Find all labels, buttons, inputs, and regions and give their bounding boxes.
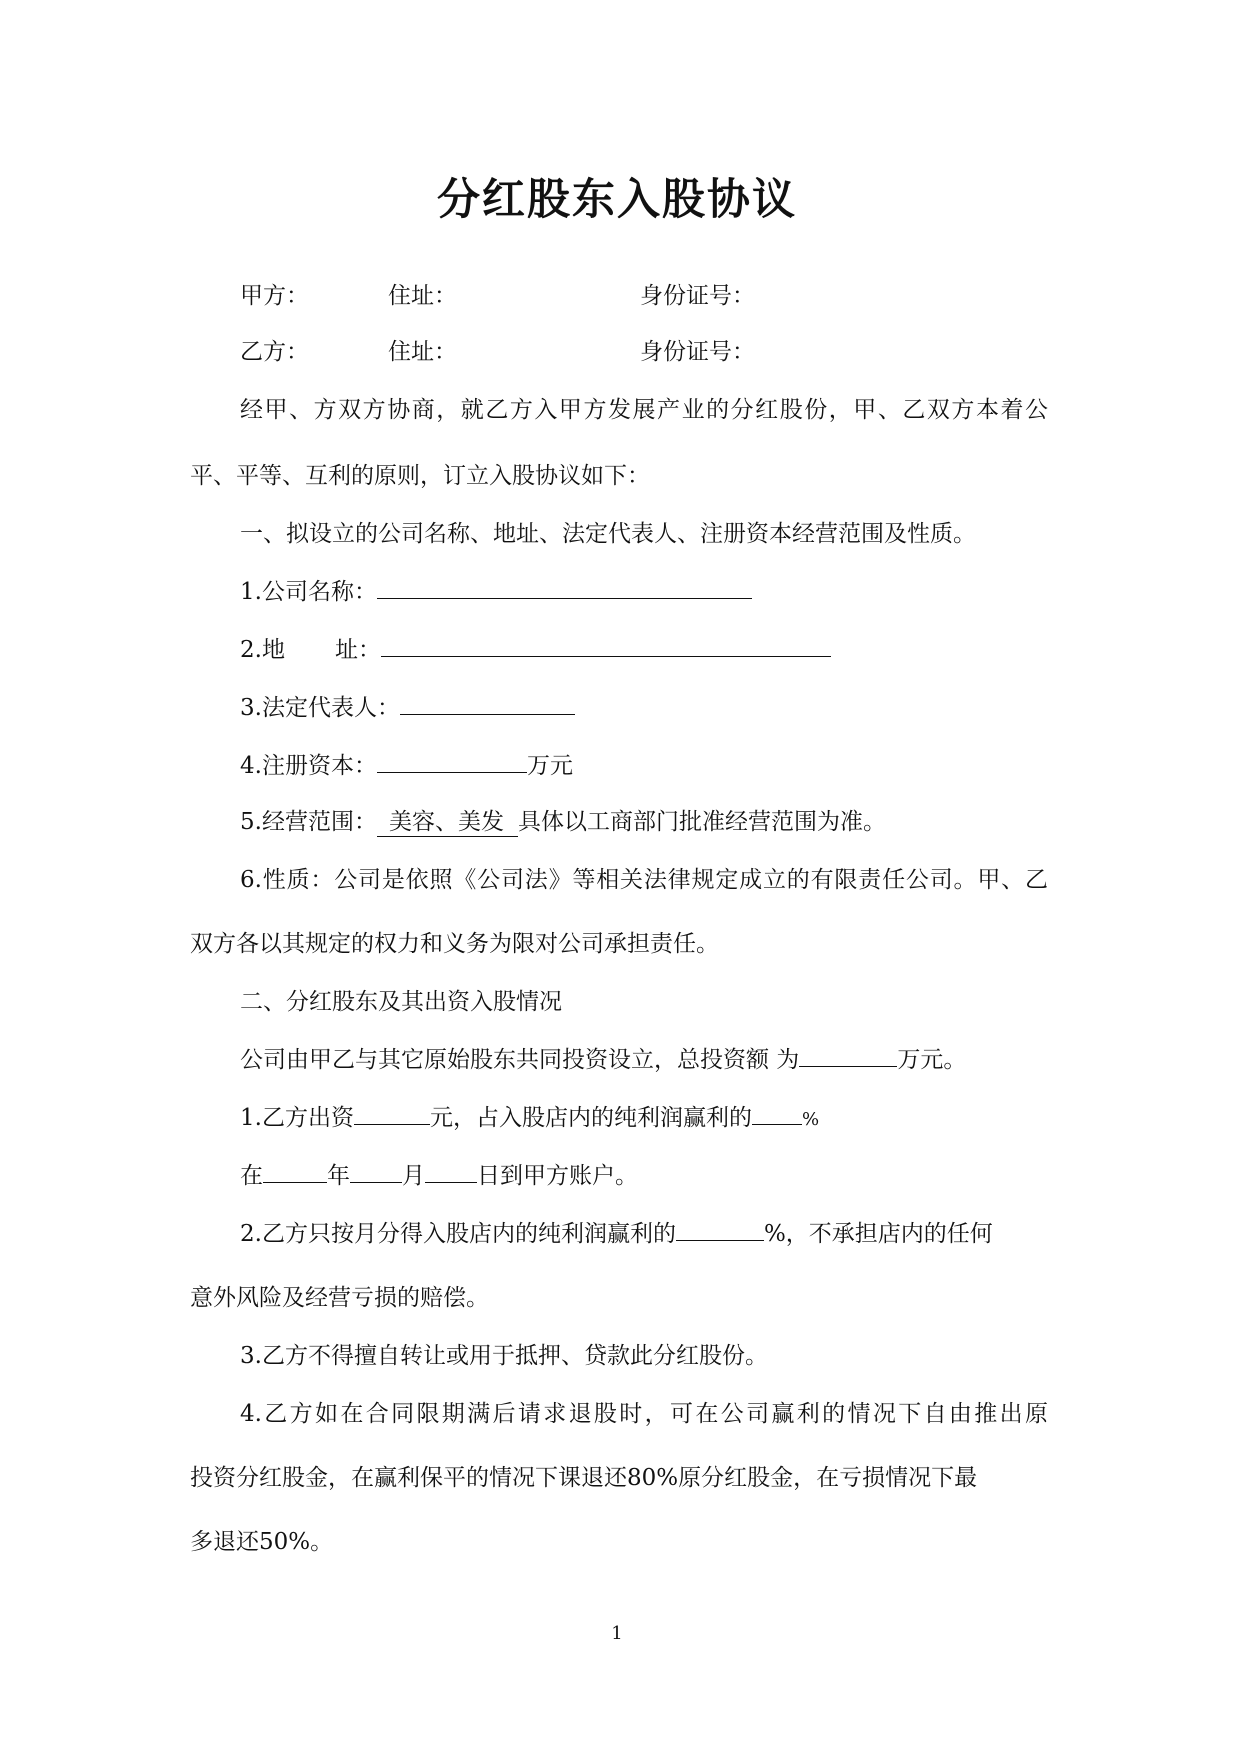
document-title: 分红股东入股协议 <box>437 175 797 225</box>
capital-label: 4.注册资本： <box>240 753 377 779</box>
payment-date-row <box>240 1160 638 1192</box>
address-row <box>240 634 831 666</box>
company-name-row <box>240 576 752 608</box>
day-label: 日到甲方账户。 <box>477 1163 638 1189</box>
item1-text: 元，占入股店内的纯利润赢利的 <box>429 1105 752 1131</box>
investment-prefix: 公司由甲乙与其它原始股东共同投资设立，总投资额 为 <box>240 1047 800 1073</box>
party-a-address-label: 住址： <box>388 283 457 309</box>
scope-suffix: 具体以工商部门批准经营范围为准。 <box>517 809 886 835</box>
item4-line-2: 投资分红股金，在赢利保平的情况下课退还80%原分红股金，在亏损情况下最 <box>190 1465 978 1491</box>
capital-unit: 万元 <box>526 753 573 779</box>
investment-total-blank <box>799 1044 897 1067</box>
investment-row <box>240 1044 966 1076</box>
intro-line-2: 平、平等、互利的原则，订立入股协议如下： <box>190 463 650 489</box>
item4-line-3: 多退还50%。 <box>190 1529 334 1555</box>
company-name-blank <box>377 576 752 599</box>
scope-row <box>240 806 886 838</box>
item2-row <box>240 1218 993 1250</box>
party-b-id-label: 身份证号： <box>640 339 755 365</box>
year-label: 年 <box>327 1163 350 1189</box>
legal-rep-label: 3.法定代表人： <box>240 695 400 721</box>
section1-heading: 一、拟设立的公司名称、地址、法定代表人、注册资本经营范围及性质。 <box>240 521 976 547</box>
item1-row <box>240 1102 819 1136</box>
company-name-label: 1.公司名称： <box>240 579 377 605</box>
day-blank <box>425 1160 477 1183</box>
nature-line-1: 6.性质：公司是依照《公司法》等相关法律规定成立的有限责任公司。甲、乙 <box>240 867 1048 893</box>
capital-blank <box>377 750 527 773</box>
scope-label: 5.经营范围： <box>240 809 377 835</box>
item2-line-2: 意外风险及经营亏损的赔偿。 <box>190 1285 489 1311</box>
item1-label: 1.乙方出资 <box>240 1105 354 1131</box>
party-a-id-label: 身份证号： <box>640 283 755 309</box>
item1-amount-blank <box>354 1102 430 1125</box>
item2-suffix: %，不承担店内的任何 <box>763 1221 993 1247</box>
month-blank <box>350 1160 402 1183</box>
year-blank <box>263 1160 327 1183</box>
address-blank <box>381 634 831 657</box>
item2-text: 2.乙方只按月分得入股店内的纯利润赢利的 <box>240 1221 676 1247</box>
address-label-part1: 2.地 <box>240 637 285 663</box>
capital-row <box>240 750 573 782</box>
party-a-name-label: 甲方： <box>240 283 309 309</box>
item1-percent-blank <box>752 1102 802 1125</box>
party-b-name-label: 乙方： <box>240 339 309 365</box>
legal-rep-blank <box>400 692 575 715</box>
section2-heading: 二、分红股东及其出资入股情况 <box>240 989 562 1015</box>
item3: 3.乙方不得擅自转让或用于抵押、贷款此分红股份。 <box>240 1343 768 1369</box>
investment-suffix: 万元。 <box>897 1047 967 1073</box>
scope-value: 美容、美发 <box>377 808 518 837</box>
item2-percent-blank <box>676 1218 764 1241</box>
legal-rep-row <box>240 692 575 724</box>
party-b-address-label: 住址： <box>388 339 457 365</box>
month-label: 月 <box>402 1163 425 1189</box>
item4-line-1: 4.乙方如在合同限期满后请求退股时，可在公司赢利的情况下自由推出原 <box>240 1401 1048 1427</box>
page-number: 1 <box>611 1623 623 1644</box>
date-prefix: 在 <box>240 1163 263 1189</box>
item1-percent-sign: % <box>801 1109 820 1130</box>
intro-line-1: 经甲、方双方协商，就乙方入甲方发展产业的分红股份，甲、乙双方本着公 <box>240 397 1048 423</box>
nature-line-2: 双方各以其规定的权力和义务为限对公司承担责任。 <box>190 931 719 957</box>
address-label-part2: 址： <box>334 637 381 663</box>
